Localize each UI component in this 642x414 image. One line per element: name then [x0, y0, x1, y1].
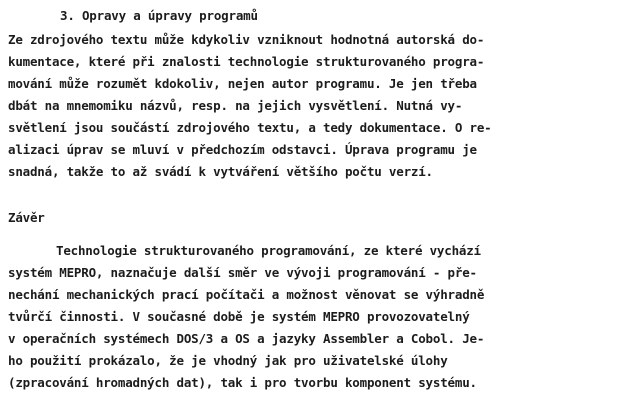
section-paragraph-line: alizaci úprav se mluví v předchozím odstavci. Úprava programu je — [8, 142, 477, 157]
conclusion-paragraph-line: nechání mechanických prací počítači a možnost věnovat se výhradně — [8, 287, 485, 302]
conclusion-paragraph-line: ho použití prokázalo, že je vhodný jak pro uživatelské úlohy — [8, 353, 448, 368]
conclusion-heading: Závěr — [8, 210, 45, 225]
section-paragraph-line: kumentace, které při znalosti technologie strukturovaného progra- — [8, 54, 485, 69]
conclusion-paragraph-line: (zpracování hromadných dat), tak i pro tvorbu komponent systému. — [8, 375, 477, 390]
conclusion-paragraph-line: tvůrčí činnosti. V současné době je systém MEPRO provozovatelný — [8, 309, 470, 324]
section-paragraph-line: Ze zdrojového textu může kdykoliv vzniknout hodnotná autorská do- — [8, 32, 485, 47]
section-title: 3. Opravy a úpravy programů — [60, 8, 258, 23]
section-paragraph-line: dbát na mnemomiku názvů, resp. na jejich vysvětlení. Nutná vy- — [8, 98, 463, 113]
section-paragraph-line: mování může rozumět kdokoliv, nejen autor programu. Je jen třeba — [8, 76, 477, 91]
conclusion-paragraph-line: systém MEPRO, naznačuje další směr ve vývoji programování - pře- — [8, 265, 477, 280]
section-paragraph-line: světlení jsou součástí zdrojového textu, a tedy dokumentace. O re- — [8, 120, 492, 135]
conclusion-paragraph-line: v operačních systémech DOS/3 a OS a jazyky Assembler a Cobol. Je- — [8, 331, 485, 346]
section-paragraph-line: snadná, takže to až svádí k vytváření většího počtu verzí. — [8, 164, 433, 179]
conclusion-paragraph-line: Technologie strukturovaného programování, ze které vychází — [56, 243, 481, 258]
